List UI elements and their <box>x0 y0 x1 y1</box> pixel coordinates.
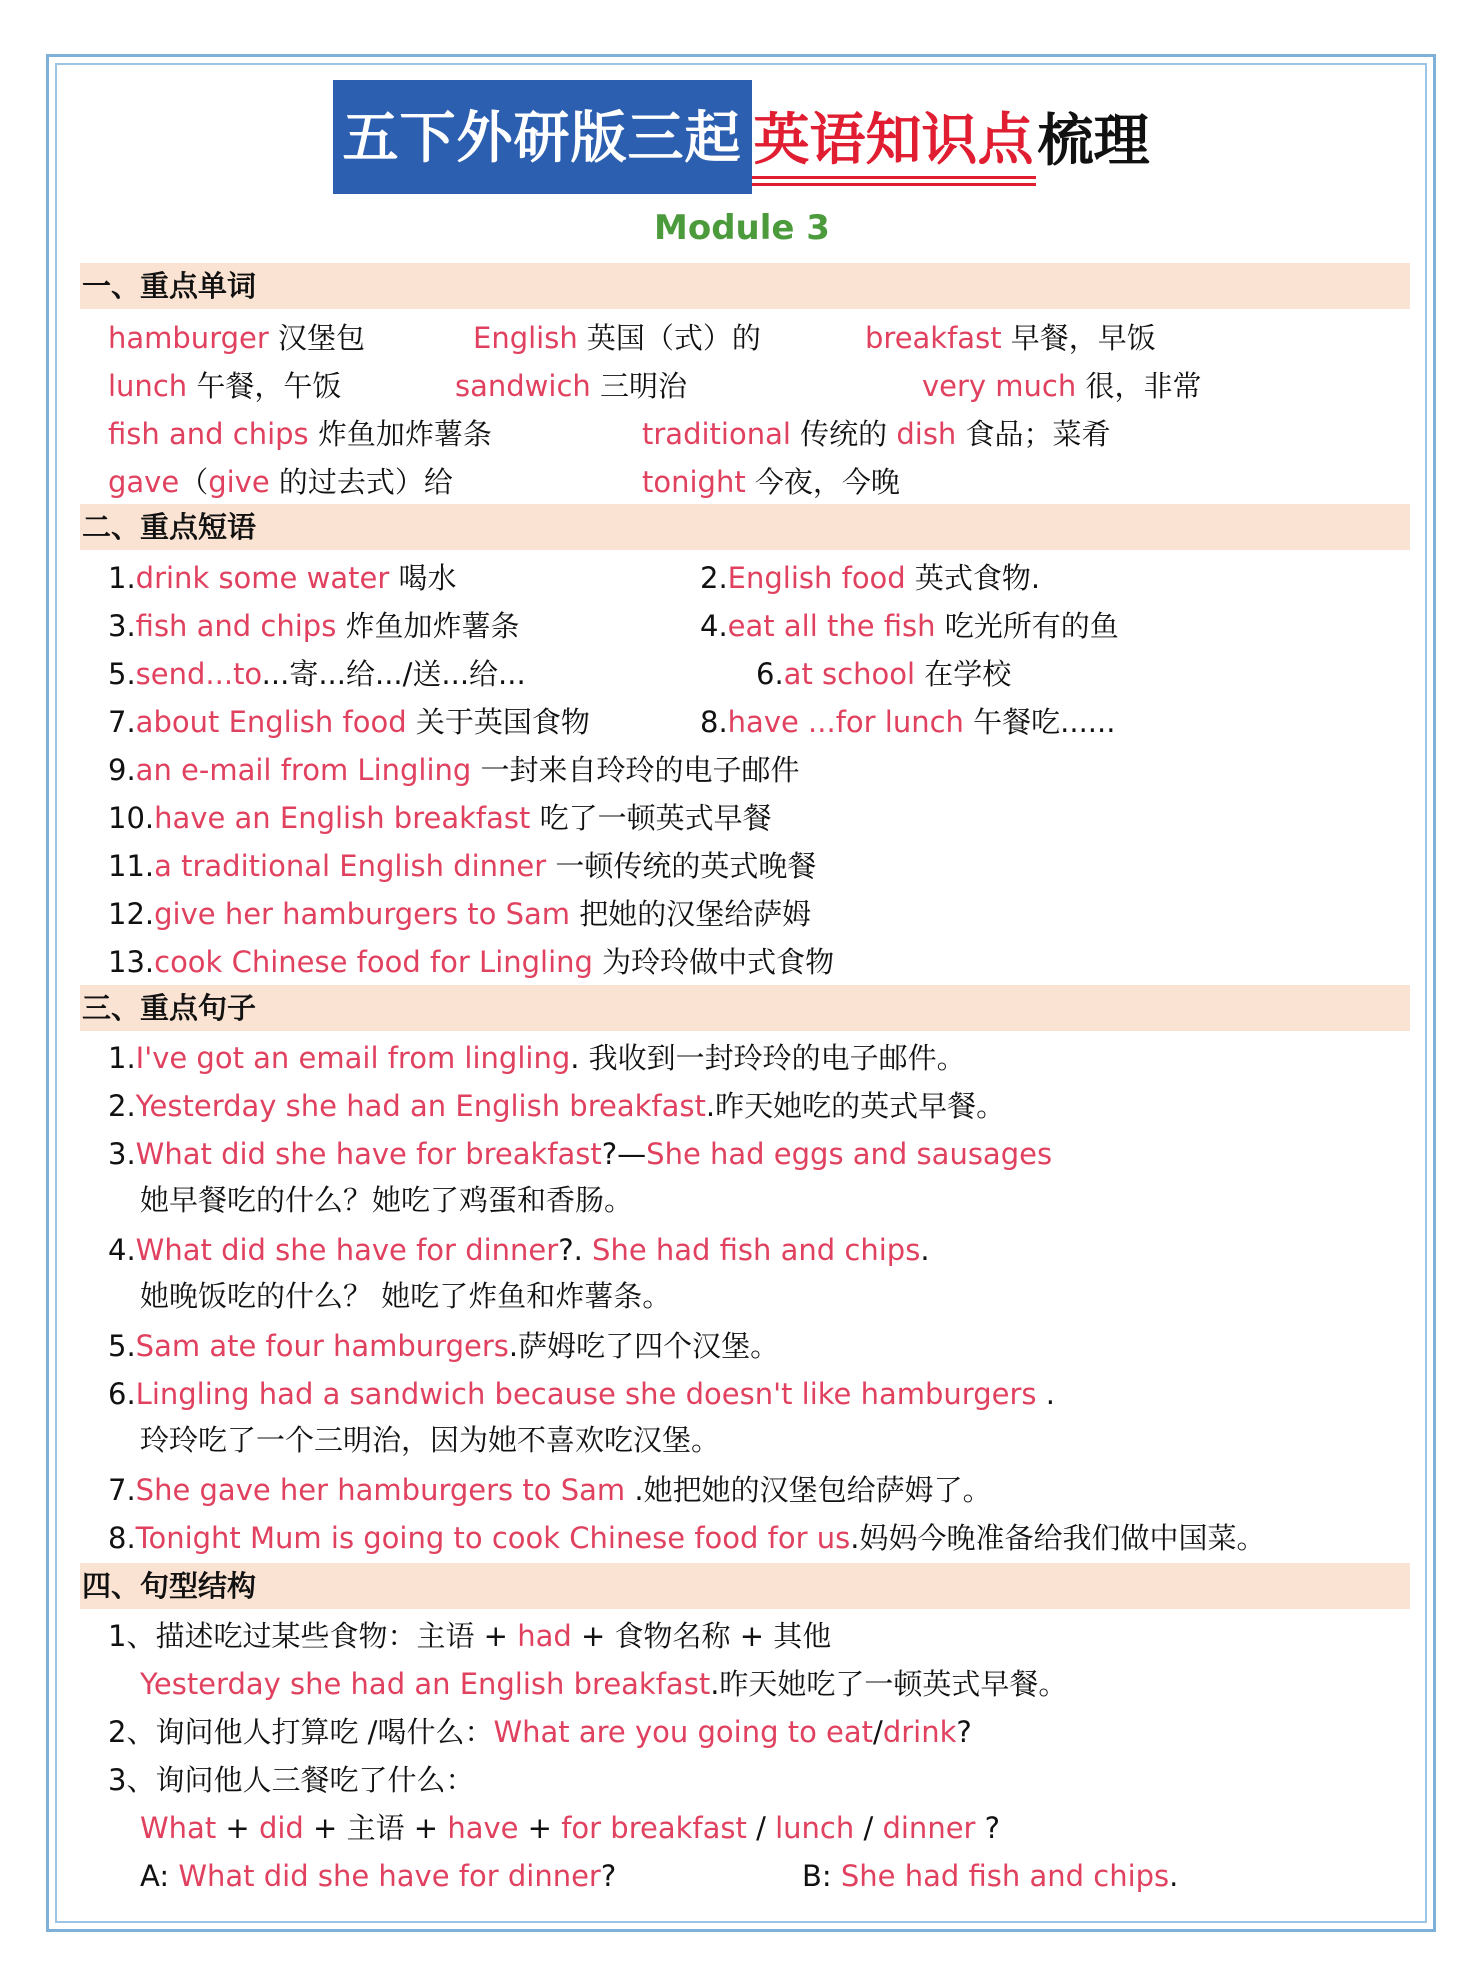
phrase-item: 7.about English food 关于英国食物 <box>108 705 590 739</box>
page-title <box>0 80 1484 194</box>
phrase-item: 3.fish and chips 炸鱼加炸薯条 <box>108 609 520 643</box>
title-red: 英语知识点 <box>752 96 1036 179</box>
sentence-item: 1.I've got an email from lingling. 我收到一封玲玲的电子邮件。 <box>108 1041 966 1075</box>
structure-item: 3、询问他人三餐吃了什么： <box>108 1763 475 1797</box>
structure-formula: What + did + 主语 + have + for breakfast / lunch / dinner ? <box>140 1811 1001 1845</box>
sentence-item: 8.Tonight Mum is going to cook Chinese food for us.妈妈今晚准备给我们做中国菜。 <box>108 1521 1266 1555</box>
title-black: 梳理 <box>1037 109 1150 174</box>
sentence-item: 5.Sam ate four hamburgers.萨姆吃了四个汉堡。 <box>108 1329 780 1363</box>
sentence-item: 7.She gave her hamburgers to Sam .她把她的汉堡包给萨姆了。 <box>108 1473 992 1507</box>
word-item: hamburger 汉堡包 <box>108 321 365 355</box>
word-item: English 英国（式）的 <box>473 321 761 355</box>
phrase-item: 12.give her hamburgers to Sam 把她的汉堡给萨姆 <box>108 897 812 931</box>
word-item: gave（give 的过去式）给 <box>108 465 453 499</box>
phrase-item: 11.a traditional English dinner 一顿传统的英式晚餐 <box>108 849 817 883</box>
structure-item: 1、描述吃过某些食物：主语 + had + 食物名称 + 其他 <box>108 1619 832 1653</box>
section-heading-phrases: 二、重点短语 <box>80 504 1410 550</box>
sentence-translation: 她早餐吃的什么？她吃了鸡蛋和香肠。 <box>140 1183 634 1217</box>
dialogue-b: B: She had fish and chips. <box>802 1859 1179 1893</box>
word-item: breakfast 早餐，早饭 <box>865 321 1156 355</box>
sentence-item: 3.What did she have for breakfast?—She had eggs and sausages <box>108 1137 1053 1171</box>
phrase-item: 2.English food 英式食物. <box>700 561 1041 595</box>
word-item: sandwich 三明治 <box>455 369 687 403</box>
structure-item: 2、询问他人打算吃 /喝什么：What are you going to eat/drink? <box>108 1715 972 1749</box>
phrase-item: 5.send...to...寄...给.../送...给... <box>108 657 526 691</box>
section-heading-sentences: 三、重点句子 <box>80 985 1410 1031</box>
sentence-item: 2.Yesterday she had an English breakfast.昨天她吃的英式早餐。 <box>108 1089 1006 1123</box>
phrase-item: 1.drink some water 喝水 <box>108 561 457 595</box>
phrase-item: 4.eat all the fish 吃光所有的鱼 <box>700 609 1119 643</box>
title-highlight: 五下外研版三起 <box>333 80 752 194</box>
word-item: fish and chips 炸鱼加炸薯条 <box>108 417 492 451</box>
word-item: traditional 传统的 dish 食品；菜肴 <box>642 417 1111 451</box>
word-item: tonight 今夜，今晚 <box>642 465 900 499</box>
sentence-translation: 她晚饭吃的什么？ 她吃了炸鱼和炸薯条。 <box>140 1279 672 1313</box>
word-item: lunch 午餐，午饭 <box>108 369 342 403</box>
section-heading-words: 一、重点单词 <box>80 263 1410 309</box>
dialogue-a: A: What did she have for dinner? <box>140 1859 617 1893</box>
word-item: very much 很，非常 <box>922 369 1202 403</box>
sentence-item: 6.Lingling had a sandwich because she doesn't like hamburgers . <box>108 1377 1055 1411</box>
sentence-item: 4.What did she have for dinner?. She had fish and chips. <box>108 1233 930 1267</box>
phrase-item: 6.at school 在学校 <box>756 657 1012 691</box>
phrase-item: 10.have an English breakfast 吃了一顿英式早餐 <box>108 801 772 835</box>
sentence-translation: 玲玲吃了一个三明治，因为她不喜欢吃汉堡。 <box>140 1423 721 1457</box>
structure-example: Yesterday she had an English breakfast.昨天她吃了一顿英式早餐。 <box>140 1667 1068 1701</box>
phrase-item: 9.an e-mail from Lingling 一封来自玲玲的电子邮件 <box>108 753 800 787</box>
phrase-item: 8.have ...for lunch 午餐吃...... <box>700 705 1116 739</box>
section-heading-structures: 四、句型结构 <box>80 1563 1410 1609</box>
phrase-item: 13.cook Chinese food for Lingling 为玲玲做中式食物 <box>108 945 835 979</box>
module-heading: Module 3 <box>654 208 830 248</box>
